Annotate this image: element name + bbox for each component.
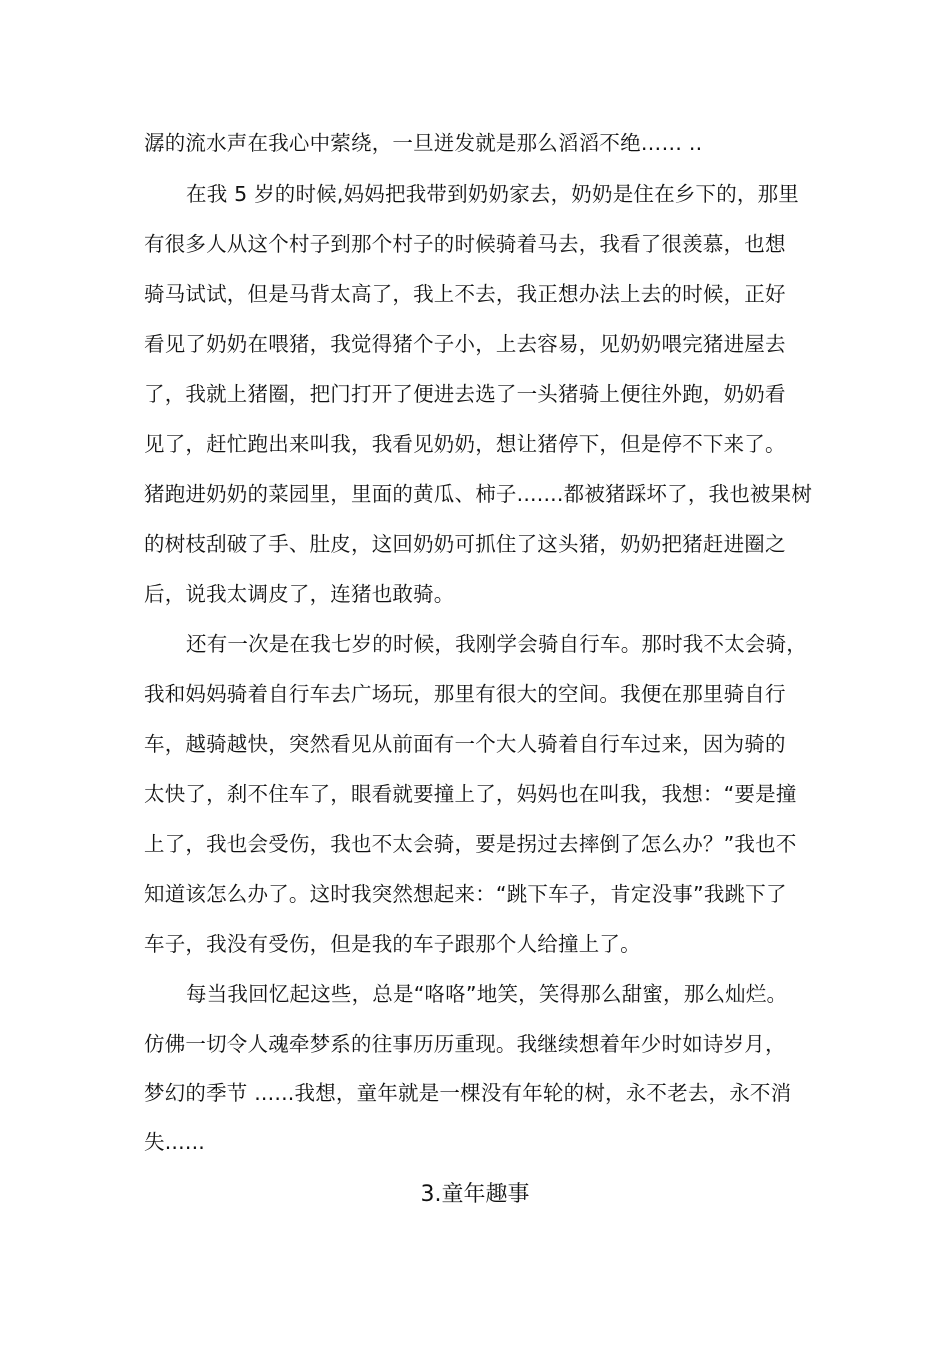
text-line: 梦幻的季节 ......我想，童年就是一棵没有年轮的树，永不老去，永不消 bbox=[144, 1081, 792, 1105]
text-line: 在我 5 岁的时候,妈妈把我带到奶奶家去，奶奶是住在乡下的，那里 bbox=[186, 182, 799, 206]
text-line: 还有一次是在我七岁的时候，我刚学会骑自行车。那时我不太会骑， bbox=[186, 632, 807, 656]
text-line: 上了，我也会受伤，我也不太会骑，要是拐过去摔倒了怎么办？”我也不 bbox=[144, 832, 797, 856]
text-line: 每当我回忆起这些，总是“咯咯”地笑，笑得那么甜蜜，那么灿烂。 bbox=[186, 982, 788, 1006]
text-line: 后，说我太调皮了，连猪也敢骑。 bbox=[144, 582, 455, 606]
text-line: 有很多人从这个村子到那个村子的时候骑着马去，我看了很羡慕，也想 bbox=[144, 232, 786, 256]
text-line: 了，我就上猪圈，把门打开了便进去选了一头猪骑上便往外跑，奶奶看 bbox=[144, 382, 786, 406]
text-line: 仿佛一切令人魂牵梦系的往事历历重现。我继续想着年少时如诗岁月， bbox=[144, 1032, 786, 1056]
text-line: 我和妈妈骑着自行车去广场玩，那里有很大的空间。我便在那里骑自行 bbox=[144, 682, 786, 706]
text-line: 骑马试试，但是马背太高了，我上不去，我正想办法上去的时候，正好 bbox=[144, 282, 786, 306]
text-line: 潺的流水声在我心中萦绕，一旦迸发就是那么滔滔不绝…… .. bbox=[144, 131, 703, 155]
text-line: 车子，我没有受伤，但是我的车子跟那个人给撞上了。 bbox=[144, 932, 641, 956]
text-line: 车，越骑越快，突然看见从前面有一个大人骑着自行车过来，因为骑的 bbox=[144, 732, 786, 756]
text-line: 失...... bbox=[144, 1130, 205, 1154]
text-line: 的树枝刮破了手、肚皮，这回奶奶可抓住了这头猪，奶奶把猪赶进圈之 bbox=[144, 532, 786, 556]
text-line: 知道该怎么办了。这时我突然想起来：“跳下车子，肯定没事”我跳下了 bbox=[144, 882, 787, 906]
text-line: 看见了奶奶在喂猪，我觉得猪个子小，上去容易，见奶奶喂完猪进屋去 bbox=[144, 332, 786, 356]
text-line: 猪跑进奶奶的菜园里，里面的黄瓜、柿子.......都被猪踩坏了，我也被果树 bbox=[144, 482, 813, 506]
section-heading: 3.童年趣事 bbox=[420, 1182, 530, 1207]
text-line: 太快了，刹不住车了，眼看就要撞上了，妈妈也在叫我，我想：“要是撞 bbox=[144, 782, 797, 806]
text-line: 见了，赶忙跑出来叫我，我看见奶奶，想让猪停下，但是停不下来了。 bbox=[144, 432, 786, 456]
